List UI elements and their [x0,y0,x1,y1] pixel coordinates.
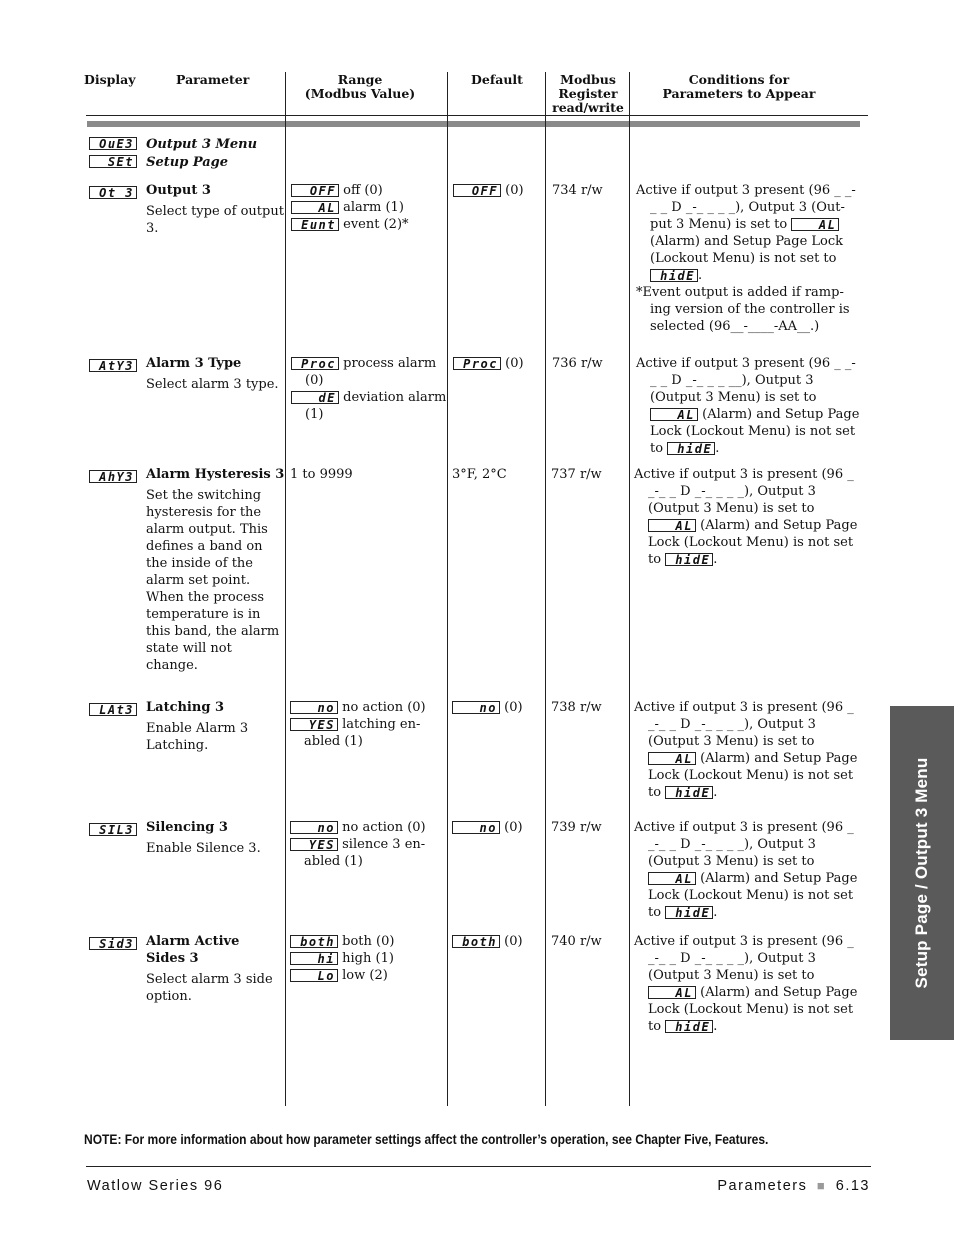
range-text: 1 to 9999 [290,467,353,482]
menu-lcd-out3: OuE3 [89,137,137,150]
param-title: Output 3 [146,183,211,198]
param-description: Select alarm 3 type. [146,377,279,392]
column-divider-1 [285,72,286,1106]
footnote: NOTE: For more information about how parameter settings affect the controller’s operation, see Chapter Five, Features. [84,1131,769,1147]
header-default: Default [471,72,523,87]
range-option: Lo low (2) [290,967,446,984]
param-title: Silencing 3 [146,820,228,835]
conditions: Active if output 3 present (96 _ _- _ _ D _-_ _ _ _), Output 3 (Out- put 3 Menu) is set to AL (Alarm) and Setup Page Lock (Lockout Menu) is not set to hidE . *Event output is added if ramp- ing version of the controller is selected (96__-____-AA__.) [636,182,861,335]
modbus-register: 736 r/w [552,356,603,371]
param-title: Alarm Hysteresis 3 [146,467,285,482]
range-option: YES latching en- abled (1) [290,716,446,750]
footer-right [717,1178,870,1194]
conditions: Active if output 3 is present (96 _ _-_ _ D _-_ _ _ _), Output 3 (Output 3 Menu) is set to AL (Alarm) and Setup Page Lock (Lockout Menu) is not set to hidE . [634,700,858,800]
default-value: no (0) [452,699,523,716]
range-option: OFF off (0) [291,182,447,199]
param-title: Alarm Active Sides 3 [146,934,240,966]
default-value: OFF (0) [453,182,524,199]
header-range: Range (Modbus Value) [304,72,416,101]
side-tab-label: Setup Page / Output 3 Menu [912,757,931,989]
modbus-register: 737 r/w [551,467,602,482]
range-option: hi high (1) [290,950,446,967]
param-description: Enable Silence 3. [146,841,261,856]
side-tab [890,706,954,1040]
default-value: 3°F, 2°C [452,467,507,482]
param-description: Set the switching hysteresis for the alarm output. This defines a band on the inside of the alarm set point. When the process temperature is in this band, the alarm state will not change. [146,488,280,673]
range-option: both both (0) [290,933,446,950]
range-option: Eunt event (2)* [291,216,447,233]
menu-lcd-set: SEt [89,155,137,168]
param-description: Select type of output 3. [146,204,284,236]
header-display: Display [84,72,136,87]
default-value: Proc (0) [453,355,524,372]
column-divider-2 [447,72,448,1106]
range-option: YES silence 3 en- abled (1) [290,836,446,870]
header-underline [86,115,868,116]
row-display-lcd: AhY3 [89,470,137,483]
conditions: Active if output 3 is present (96 _ _-_ _ D _-_ _ _ _), Output 3 (Output 3 Menu) is set to AL (Alarm) and Setup Page Lock (Lockout Menu) is not set to hidE . [634,820,858,920]
row-display-lcd: SIL3 [89,823,137,836]
conditions-note: *Event output is added if ramp- ing version of the controller is selected (96__-____-AA__.) [636,285,850,334]
range-option: AL alarm (1) [291,199,447,216]
range-option: Proc process alarm (0) [291,355,447,389]
menu-title: Output 3 Menu [146,137,258,152]
menu-heading [89,133,257,169]
column-divider-3 [545,72,546,1106]
footer-left: Watlow Series 96 [87,1178,224,1194]
default-value: both (0) [452,933,523,950]
conditions: Active if output 3 present (96 _ _- _ _ D _-_ _ _ __), Output 3 (Output 3 Menu) is set to AL (Alarm) and Setup Page Lock (Lockout Menu) is not set to hidE . [636,356,860,456]
footer-rule [86,1166,871,1167]
column-divider-4 [629,72,630,1106]
modbus-register: 734 r/w [552,183,603,198]
row-display-lcd: Ot 3 [89,186,137,199]
param-title: Alarm 3 Type [146,356,242,371]
param-title: Latching 3 [146,700,224,715]
range-option: dE deviation alarm (1) [291,389,447,423]
header-conditions: Conditions for Parameters to Appear [662,72,816,101]
row-display-lcd: LAt3 [89,703,137,716]
conditions: Active if output 3 is present (96 _ _-_ _ D _-_ _ _ _), Output 3 (Output 3 Menu) is set to AL (Alarm) and Setup Page Lock (Lockout Menu) is not set to hidE . [634,934,858,1034]
range-option: no no action (0) [290,699,446,716]
row-display-lcd: AtY3 [89,359,137,372]
modbus-register: 739 r/w [551,820,602,835]
footer-separator-icon: ■ [816,1178,827,1193]
header-thick-rule [87,121,860,127]
footer-section: Parameters [717,1178,808,1194]
modbus-register: 740 r/w [551,934,602,949]
row-display-lcd: Sid3 [89,937,137,950]
header-modbus: Modbus Register read/write [552,72,624,115]
range-option: no no action (0) [290,819,446,836]
menu-subtitle: Setup Page [146,155,229,170]
param-description: Enable Alarm 3 Latching. [146,721,249,753]
header-parameter: Parameter [176,72,250,87]
param-description: Select alarm 3 side option. [146,972,273,1004]
default-value: no (0) [452,819,523,836]
modbus-register: 738 r/w [551,700,602,715]
conditions: Active if output 3 is present (96 _ _-_ _ D _-_ _ _ _), Output 3 (Output 3 Menu) is set to AL (Alarm) and Setup Page Lock (Lockout Menu) is not set to hidE . [634,467,858,567]
page-number: 6.13 [835,1178,870,1194]
